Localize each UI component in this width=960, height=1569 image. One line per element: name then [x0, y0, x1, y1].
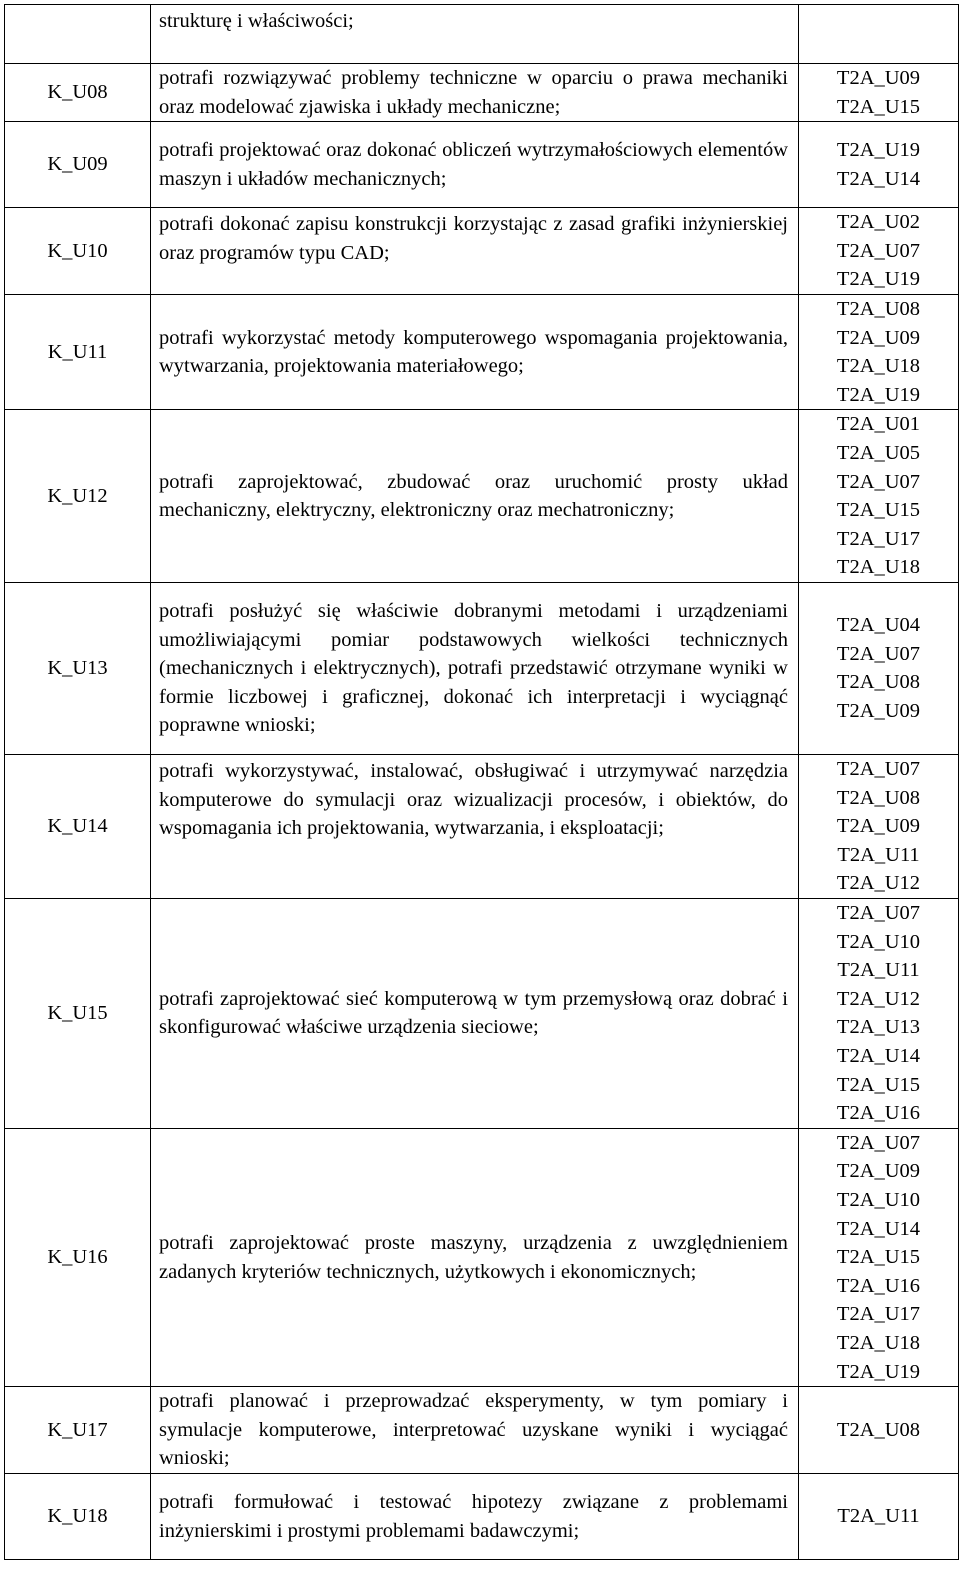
table-row: [5, 294, 959, 409]
outcome-code: K_U08: [5, 64, 151, 122]
outcome-code: K_U13: [5, 582, 151, 754]
reference-code: T2A_U14: [836, 1217, 921, 1240]
reference-code: T2A_U15: [836, 499, 921, 522]
reference-code: T2A_U10: [836, 930, 921, 953]
outcome-description: potrafi zaprojektować proste maszyny, urządzenia z uwzględnieniem zadanych kryteriów technicznych, użytkowych i ekonomicznych;: [151, 1128, 799, 1386]
reference-code: T2A_U17: [836, 1303, 921, 1326]
outcome-code: K_U17: [5, 1387, 151, 1474]
reference-code: T2A_U18: [836, 355, 921, 378]
table-row: [5, 898, 959, 1128]
reference-code: T2A_U05: [836, 441, 921, 464]
outcome-description: potrafi projektować oraz dokonać obliczeń wytrzymałościowych elementów maszyn i układów mechanicznych;: [151, 122, 799, 208]
outcome-code: K_U18: [5, 1474, 151, 1560]
reference-code: T2A_U14: [836, 1044, 921, 1067]
outcome-description: strukturę i właściwości;: [151, 5, 799, 64]
reference-code: T2A_U08: [836, 297, 921, 320]
reference-code: T2A_U08: [836, 671, 921, 694]
outcome-references: [799, 582, 959, 754]
reference-code: T2A_U07: [836, 642, 921, 665]
reference-code: T2A_U19: [836, 139, 921, 162]
reference-code: T2A_U07: [836, 757, 921, 780]
reference-code: T2A_U13: [836, 1016, 921, 1039]
outcome-references: [799, 122, 959, 208]
reference-code: T2A_U11: [837, 959, 920, 982]
reference-code: T2A_U16: [836, 1102, 921, 1125]
reference-code: T2A_U07: [836, 470, 921, 493]
outcome-description: potrafi wykorzystywać, instalować, obsługiwać i utrzymywać narzędzia komputerowe do symulacji oraz wizualizacji procesów, i obiektów, do wspomagania ich projektowania, wytwarzania, i eksploatacji;: [151, 754, 799, 898]
table-row: [5, 64, 959, 122]
outcome-code: K_U14: [5, 754, 151, 898]
reference-code: T2A_U15: [836, 1073, 921, 1096]
table-row: [5, 5, 959, 64]
reference-code: T2A_U19: [836, 383, 921, 406]
reference-code: T2A_U12: [836, 987, 921, 1010]
outcome-code: K_U16: [5, 1128, 151, 1386]
outcome-references: [799, 410, 959, 583]
outcome-description: potrafi planować i przeprowadzać eksperymenty, w tym pomiary i symulacje komputerowe, interpretować uzyskane wyniki i wyciągać wnioski;: [151, 1387, 799, 1474]
reference-code: T2A_U17: [836, 527, 921, 550]
table-row: [5, 582, 959, 754]
learning-outcomes-table: [4, 4, 959, 1560]
reference-code: T2A_U10: [836, 1189, 921, 1212]
reference-code: T2A_U12: [836, 872, 921, 895]
outcome-references: [799, 5, 959, 64]
reference-code: T2A_U08: [836, 1418, 921, 1441]
reference-code: T2A_U09: [836, 67, 921, 89]
outcome-references: [799, 754, 959, 898]
table-row: [5, 410, 959, 583]
reference-code: T2A_U15: [836, 95, 921, 118]
outcome-references: [799, 898, 959, 1128]
table-row: [5, 1128, 959, 1386]
reference-code: T2A_U11: [837, 1505, 920, 1528]
reference-code: T2A_U14: [836, 167, 921, 190]
outcome-code: K_U10: [5, 208, 151, 295]
reference-code: T2A_U08: [836, 786, 921, 809]
outcome-code: K_U09: [5, 122, 151, 208]
outcome-code: K_U15: [5, 898, 151, 1128]
reference-code: T2A_U11: [837, 843, 920, 866]
table-row: [5, 1387, 959, 1474]
outcome-references: [799, 1387, 959, 1474]
reference-code: T2A_U09: [836, 326, 921, 349]
outcome-description: potrafi zaprojektować sieć komputerową w tym przemysłową oraz dobrać i skonfigurować właściwe urządzenia sieciowe;: [151, 898, 799, 1128]
outcome-description: potrafi zaprojektować, zbudować oraz uruchomić prosty układ mechaniczny, elektryczny, elektroniczny oraz mechatroniczny;: [151, 410, 799, 583]
table-row: [5, 1474, 959, 1560]
outcome-code: [5, 5, 151, 64]
reference-code: T2A_U16: [836, 1274, 921, 1297]
reference-code: T2A_U19: [836, 268, 921, 291]
reference-code: T2A_U15: [836, 1246, 921, 1269]
outcome-references: [799, 1128, 959, 1386]
outcome-description: potrafi wykorzystać metody komputerowego wspomagania projektowania, wytwarzania, projektowania materiałowego;: [151, 294, 799, 409]
outcome-references: [799, 1474, 959, 1560]
reference-code: T2A_U01: [836, 413, 921, 436]
table-row: [5, 208, 959, 295]
reference-code: T2A_U09: [836, 815, 921, 838]
reference-code: T2A_U09: [836, 700, 921, 722]
table-body: [5, 5, 959, 1560]
outcome-code: K_U12: [5, 410, 151, 583]
outcome-description: potrafi rozwiązywać problemy techniczne w oparciu o prawa mechaniki oraz modelować zjawiska i układy mechaniczne;: [151, 64, 799, 122]
table-row: [5, 754, 959, 898]
outcome-code: K_U11: [5, 294, 151, 409]
outcome-description: potrafi posłużyć się właściwie dobranymi metodami i urządzeniami umożliwiającymi pomiar podstawowych wielkości technicznych (mechanicznych i elektrycznych), potrafi przedstawić otrzymane wyniki w formie liczbowej i graficznej, dokonać ich interpretacji i wyciągnąć poprawne wnioski;: [151, 582, 799, 754]
reference-code: T2A_U07: [836, 902, 921, 924]
outcome-references: [799, 64, 959, 122]
outcome-description: potrafi dokonać zapisu konstrukcji korzystając z zasad grafiki inżynierskiej oraz programów typu CAD;: [151, 208, 799, 295]
reference-code: T2A_U07: [836, 1131, 921, 1154]
reference-code: T2A_U19: [836, 1360, 921, 1383]
table-row: [5, 122, 959, 208]
outcome-references: [799, 294, 959, 409]
outcome-description: potrafi formułować i testować hipotezy związane z problemami inżynierskimi i prostymi problemami badawczymi;: [151, 1474, 799, 1560]
reference-code: T2A_U04: [836, 614, 921, 637]
reference-code: T2A_U07: [836, 239, 921, 262]
reference-code: T2A_U02: [836, 211, 921, 234]
reference-code: T2A_U18: [836, 556, 921, 579]
outcome-references: [799, 208, 959, 295]
reference-code: T2A_U09: [836, 1160, 921, 1183]
reference-code: T2A_U18: [836, 1332, 921, 1355]
